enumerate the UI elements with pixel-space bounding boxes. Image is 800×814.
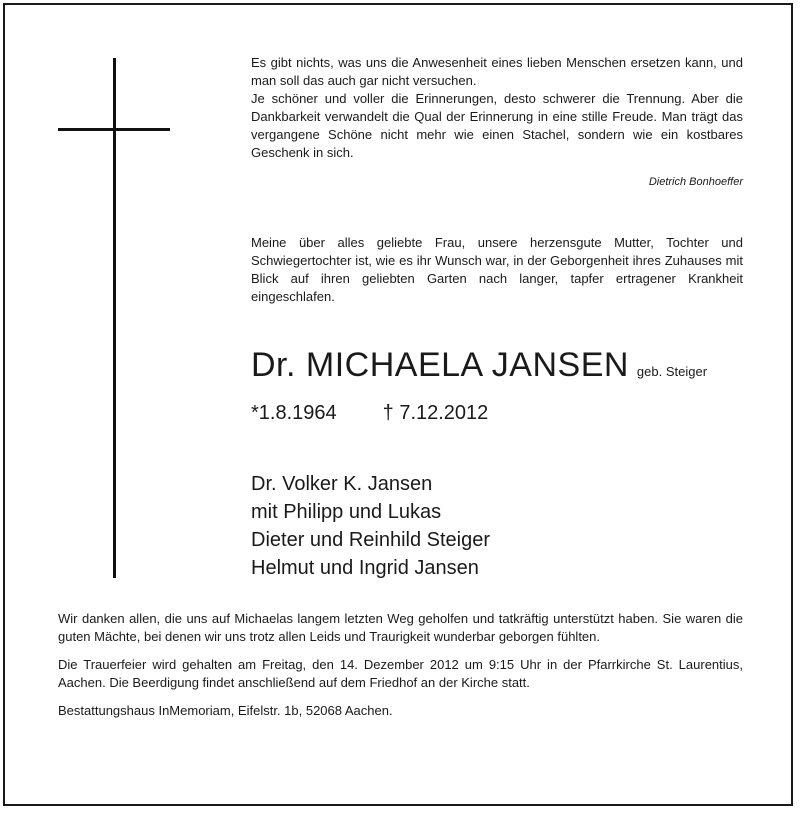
undertaker-info: Bestattungshaus InMemoriam, Eifelstr. 1b, 52068 Aachen. xyxy=(58,703,393,718)
life-dates xyxy=(251,402,488,425)
deceased-name-line xyxy=(251,346,771,385)
family-member: Helmut und Ingrid Jansen xyxy=(251,557,479,579)
quote-paragraph-2: Je schöner und voller die Erinnerungen, desto schwerer die Trennung. Aber die Dankbarkeit verwandelt die Qual der Erinnerung in eine stille Freude. Man trägt das vergangene Schöne nicht mehr wie einen Stachel, sondern wie ein kostbares Geschenk in sich. xyxy=(251,91,743,160)
family-member: mit Philipp und Lukas xyxy=(251,501,442,523)
thanks-paragraph: Wir danken allen, die uns auf Michaelas langem letzten Weg geholfen und tatkräftig unterstützt haben. Sie waren die guten Mächte, bei denen wir uns trotz allen Leids und Traurigkeit wunderbar geborgen fühlten. xyxy=(58,611,743,644)
announcement-message: Meine über alles geliebte Frau, unsere herzensgute Mutter, Tochter und Schwiegertochter ist, wie es ihr Wunsch war, in der Geborgenheit ihres Zuhauses mit Blick auf ihren geliebten Garten nach langer, tapfer ertragener Krankheit eingeschlafen. xyxy=(251,235,743,304)
quote-paragraph-1: Es gibt nichts, was uns die Anwesenheit eines lieben Menschen ersetzen kann, und man soll das auch gar nicht versuchen. xyxy=(251,55,743,88)
ceremony-paragraph: Die Trauerfeier wird gehalten am Freitag, den 14. Dezember 2012 um 9:15 Uhr in der Pfarrkirche St. Laurentius, Aachen. Die Beerdigung findet anschließend auf dem Friedhof an der Kirche statt. xyxy=(58,657,743,690)
mourning-family xyxy=(251,470,490,582)
cross-horizontal-bar xyxy=(58,128,170,131)
footer-section xyxy=(58,610,743,730)
birth-name: geb. Steiger xyxy=(636,364,708,379)
family-member: Dr. Volker K. Jansen xyxy=(251,473,433,495)
cross-vertical-bar xyxy=(113,58,116,578)
birth-date: *1.8.1964 xyxy=(251,402,337,424)
death-date: † 7.12.2012 xyxy=(382,402,489,424)
family-member: Dieter und Reinhild Steiger xyxy=(251,529,491,551)
bonhoeffer-quote xyxy=(251,54,743,162)
quote-author: Dietrich Bonhoeffer xyxy=(648,176,743,188)
deceased-name: Dr. MICHAELA JANSEN xyxy=(251,346,629,384)
